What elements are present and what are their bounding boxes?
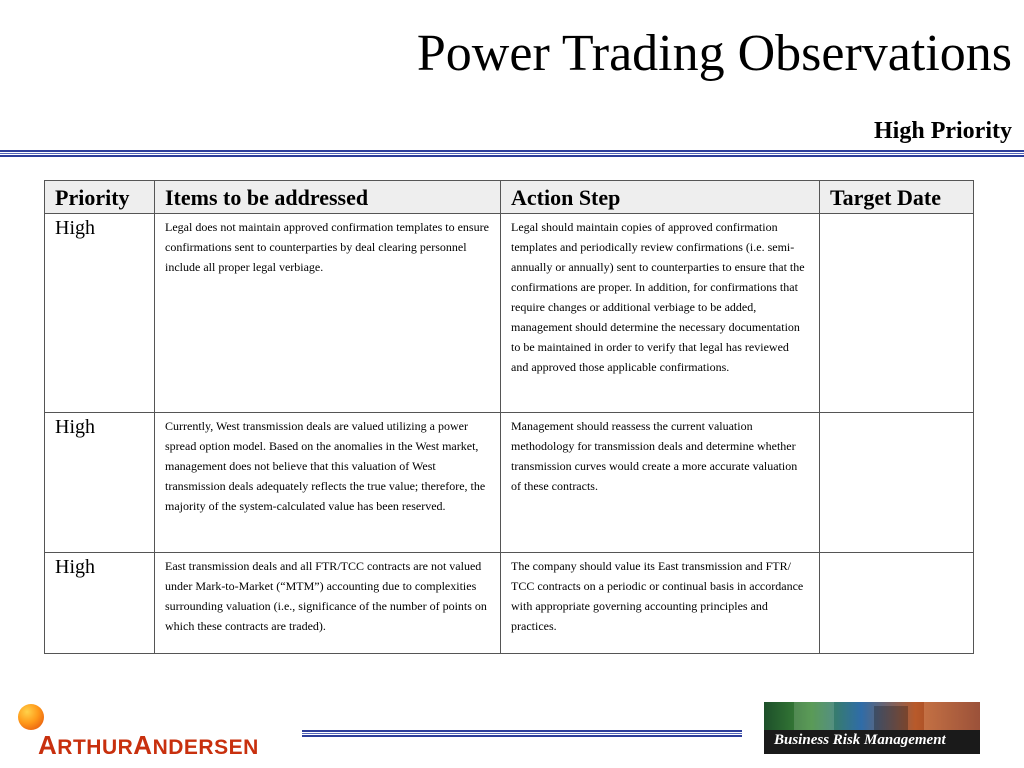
column-header-target-date: Target Date <box>820 181 974 214</box>
slide-title: Power Trading Observations <box>416 25 1012 82</box>
logo-wordmark: ARTHURANDERSEN <box>38 730 259 760</box>
priority-cell: High <box>45 214 155 413</box>
observations-table <box>44 180 974 654</box>
column-header-action: Action Step <box>501 181 820 214</box>
item-cell: Currently, West transmission deals are valued utilizing a power spread option model. Based on the anomalies in the West market, management does not believe that this valuation of West transmission deals adequately reflects the true value; therefore, the majority of the system-calculated value has been reserved. <box>155 413 501 553</box>
table-row <box>45 553 974 654</box>
action-cell: The company should value its East transmission and FTR/ TCC contracts on a periodic or continual basis in accordance with appropriate governing accounting principles and practices. <box>501 553 820 654</box>
priority-cell: High <box>45 413 155 553</box>
table-row <box>45 214 974 413</box>
table-header-row <box>45 181 974 214</box>
target-date-cell <box>820 413 974 553</box>
logo-sphere-icon <box>18 704 44 730</box>
column-header-priority: Priority <box>45 181 155 214</box>
target-date-cell <box>820 214 974 413</box>
business-risk-management-badge <box>764 702 980 754</box>
priority-cell: High <box>45 553 155 654</box>
target-date-cell <box>820 553 974 654</box>
column-header-items: Items to be addressed <box>155 181 501 214</box>
header-divider <box>0 150 1024 157</box>
table-row <box>45 413 974 553</box>
action-cell: Management should reassess the current valuation methodology for transmission deals and determine whether transmission curves would create a more accurate valuation of these contracts. <box>501 413 820 553</box>
footer-divider <box>302 730 742 737</box>
slide-subtitle: High Priority <box>874 118 1012 144</box>
action-cell: Legal should maintain copies of approved confirmation templates and periodically review confirmations (i.e. semi-annually or annually) sent to counterparties to ensure that the confirmations are proper. In addition, for confirmations that require changes or additional verbiage to be added, management should determine the necessary documentation to be maintained in order to verify that legal has reviewed and approved those applicable confirmations. <box>501 214 820 413</box>
badge-label: Business Risk Management <box>774 732 946 748</box>
item-cell: East transmission deals and all FTR/TCC contracts are not valued under Mark-to-Market (“MTM”) accounting due to complexities surrounding valuation (i.e., significance of the number of points on which these contracts are traded). <box>155 553 501 654</box>
arthur-andersen-logo <box>18 704 293 760</box>
logo-word-1: RTHUR <box>57 736 134 759</box>
logo-word-2: NDERSEN <box>152 736 259 759</box>
item-cell: Legal does not maintain approved confirmation templates to ensure confirmations sent to counterparties by deal clearing personnel include all proper legal verbiage. <box>155 214 501 413</box>
